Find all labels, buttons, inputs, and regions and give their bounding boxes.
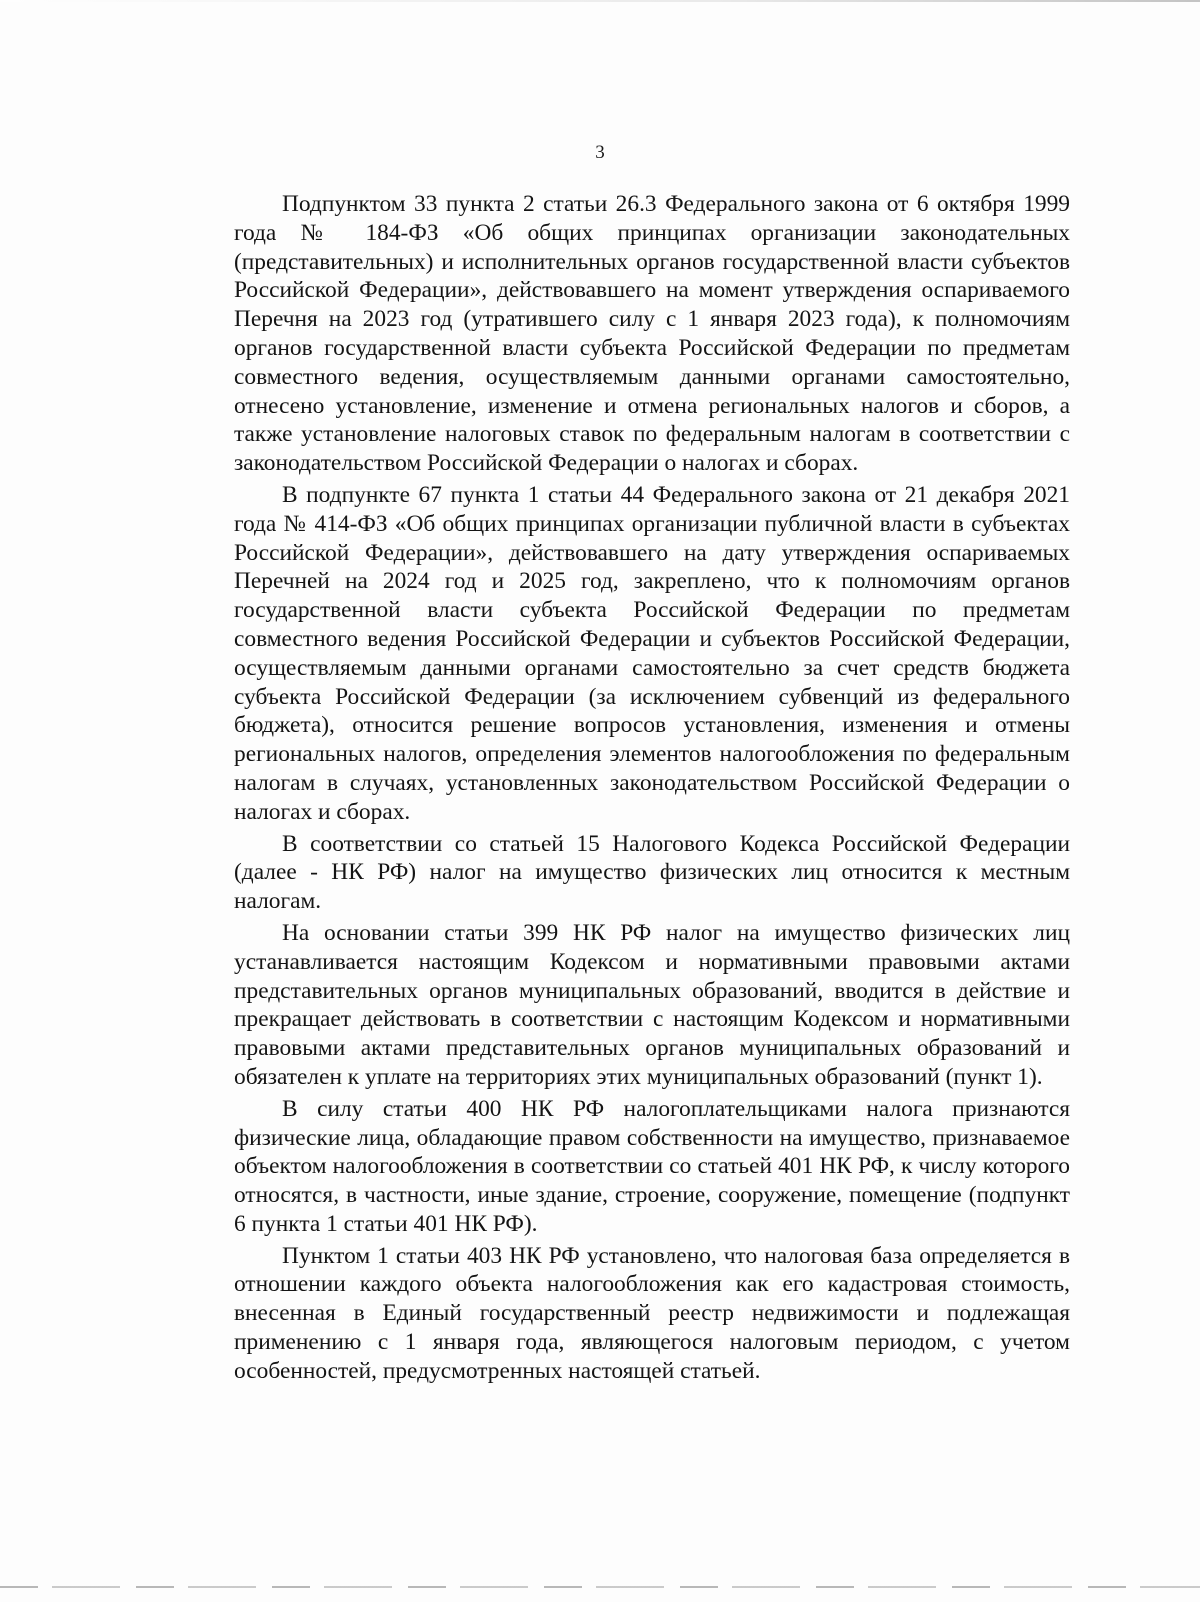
scan-bottom-edge xyxy=(0,1586,1200,1588)
paragraph: На основании статьи 399 НК РФ налог на имущество физических лиц устанавливается настоящим Кодексом и нормативными правовыми актами представительных органов муниципальных образований, вводится в действие и прекращает действовать в соответствии с настоящим Кодексом и нормативными правовыми актами представительных органов муниципальных образований и обязателен к уплате на территориях этих муниципальных образований (пункт 1). xyxy=(234,919,1070,1090)
scan-top-edge xyxy=(0,0,1200,2)
paragraph: В соответствии со статьей 15 Налогового Кодекса Российской Федерации (далее - НК РФ) налог на имущество физических лиц относится к местным налогам. xyxy=(234,830,1070,915)
document-body xyxy=(234,190,1070,1389)
paragraph: В подпункте 67 пункта 1 статьи 44 Федерального закона от 21 декабря 2021 года № 414-ФЗ «Об общих принципах организации публичной власти в субъектах Российской Федерации», действовавшего на дату утверждения оспариваемых Перечней на 2024 год и 2025 год, закреплено, что к полномочиям органов государственной власти субъекта Российской Федерации по предметам совместного ведения Российской Федерации и субъектов Российской Федерации, осуществляемым данными органами самостоятельно за счет средств бюджета субъекта Российской Федерации (за исключением субвенций из федерального бюджета), относится решение вопросов установления, изменения и отмены региональных налогов, определения элементов налогообложения по федеральным налогам в случаях, установленных законодательством Российской Федерации о налогах и сборах. xyxy=(234,481,1070,825)
paragraph: Пунктом 1 статьи 403 НК РФ установлено, что налоговая база определяется в отношении каждого объекта налогообложения как его кадастровая стоимость, внесенная в Единый государственный реестр недвижимости и подлежащая применению с 1 января года, являющегося налоговым периодом, с учетом особенностей, предусмотренных настоящей статьей. xyxy=(234,1242,1070,1384)
paragraph: Подпунктом 33 пункта 2 статьи 26.3 Федерального закона от 6 октября 1999 года № 184-ФЗ «Об общих принципах организации законодательных (представительных) и исполнительных органов государственной власти субъектов Российской Федерации», действовавшего на момент утверждения оспариваемого Перечня на 2023 год (утратившего силу с 1 января 2023 года), к полномочиям органов государственной власти субъекта Российской Федерации по предметам совместного ведения, осуществляемым данными органами самостоятельно, отнесено установление, изменение и отмена региональных налогов и сборов, а также установление налоговых ставок по федеральным налогам в соответствии с законодательством Российской Федерации о налогах и сборах. xyxy=(234,191,1070,477)
page-number: 3 xyxy=(595,142,605,163)
paragraph: В силу статьи 400 НК РФ налогоплательщиками налога признаются физические лица, обладающие правом собственности на имущество, признаваемое объектом налогообложения в соответствии со статьей 401 НК РФ, к числу которого относятся, в частности, иные здание, строение, сооружение, помещение (подпункт 6 пункта 1 статьи 401 НК РФ). xyxy=(234,1095,1070,1237)
